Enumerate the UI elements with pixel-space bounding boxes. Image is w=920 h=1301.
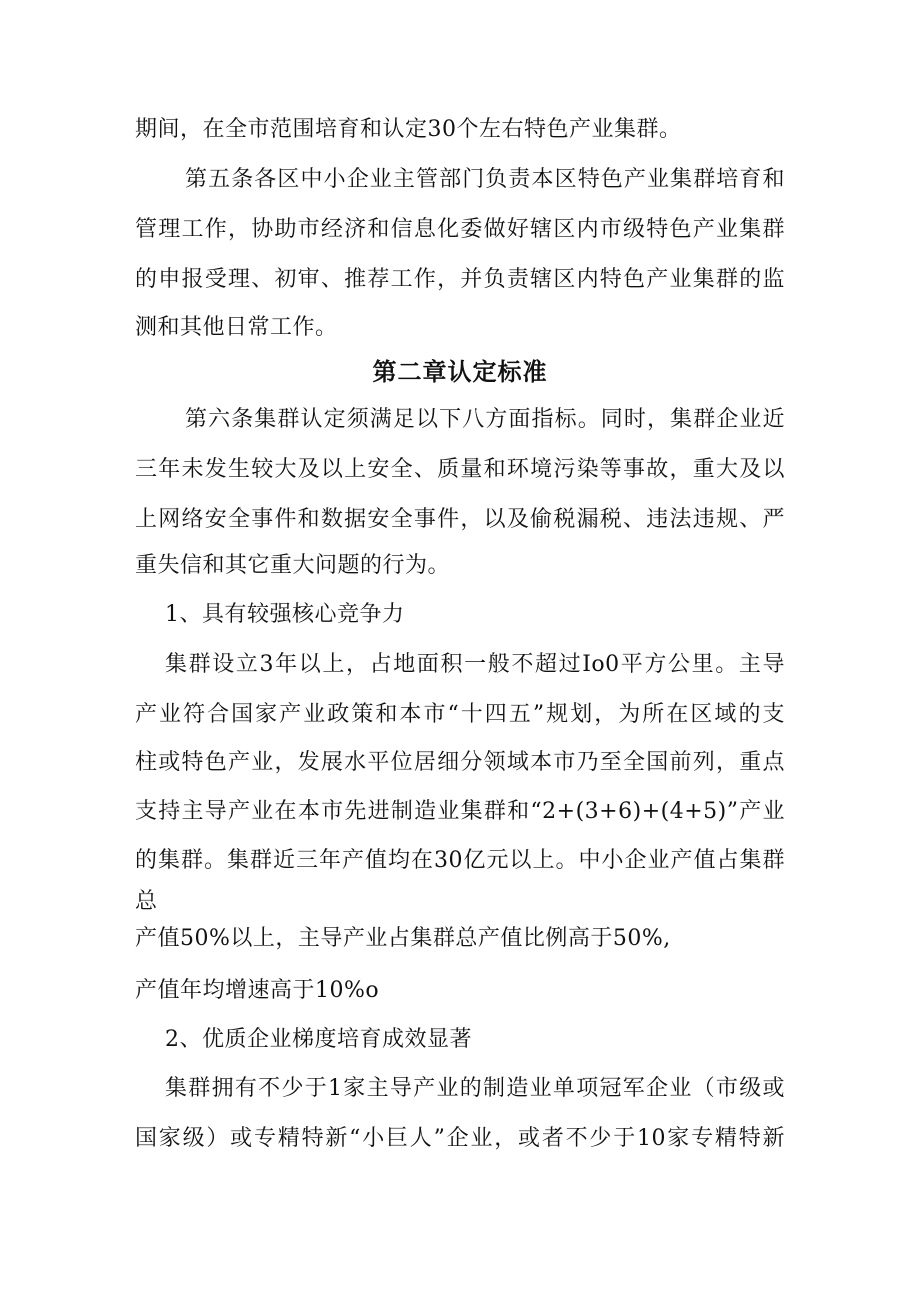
paragraph-line-4: 的申报受理、初审、推荐工作，并负责辖区内特色产业集群的监 (135, 267, 785, 292)
section-heading-1: 1、具有较强核心竞争力 (165, 602, 405, 627)
paragraph-line-16: 产值50%以上，主导产业占集群总产值比例高于50%, (135, 926, 671, 951)
paragraph-line-17: 产值年均增速高于10%o (135, 978, 380, 1003)
paragraph-line-2: 第五条各区中小企业主管部门负责本区特色产业集群培育和 (185, 167, 785, 192)
paragraph-line-18: 集群拥有不少于1家主导产业的制造业单项冠军企业（市级或 (165, 1076, 785, 1101)
paragraph-line-11: 产业符合国家产业政策和本市“十四五”规划，为所在区域的支 (135, 702, 785, 727)
paragraph-line-6: 第六条集群认定须满足以下八方面指标。同时，集群企业近 (185, 407, 785, 432)
section-heading-2: 2、优质企业梯度培育成效显著 (165, 1027, 472, 1052)
paragraph-line-5: 测和其他日常工作。 (135, 315, 338, 340)
paragraph-line-19: 国家级）或专精特新“小巨人”企业，或者不少于10家专精特新 (135, 1126, 785, 1151)
paragraph-line-10: 集群设立3年以上，占地面积一般不超过Io0平方公里。主导 (165, 652, 785, 677)
paragraph-line-13: 支持主导产业在本市先进制造业集群和“2+(3+6)+(4+5)”产业 (135, 799, 785, 824)
paragraph-line-14: 的集群。集群近三年产值均在30亿元以上。中小企业产值占集群 (135, 848, 785, 873)
paragraph-line-3: 管理工作，协助市经济和信息化委做好辖区内市级特色产业集群 (135, 217, 785, 242)
paragraph-line-15: 总 (135, 889, 158, 914)
paragraph-line-9: 重失信和其它重大问题的行为。 (135, 553, 451, 578)
paragraph-line-8: 上网络安全事件和数据安全事件，以及偷税漏税、违法违规、严 (135, 507, 785, 532)
paragraph-line-12: 柱或特色产业，发展水平位居细分领域本市乃至全国前列，重点 (135, 750, 785, 775)
chapter-heading: 第二章认定标准 (372, 358, 548, 386)
paragraph-line-7: 三年未发生较大及以上安全、质量和环境污染等事故，重大及以 (135, 457, 785, 482)
paragraph-line-1: 期间，在全市范围培育和认定30个左右特色产业集群。 (135, 117, 682, 142)
